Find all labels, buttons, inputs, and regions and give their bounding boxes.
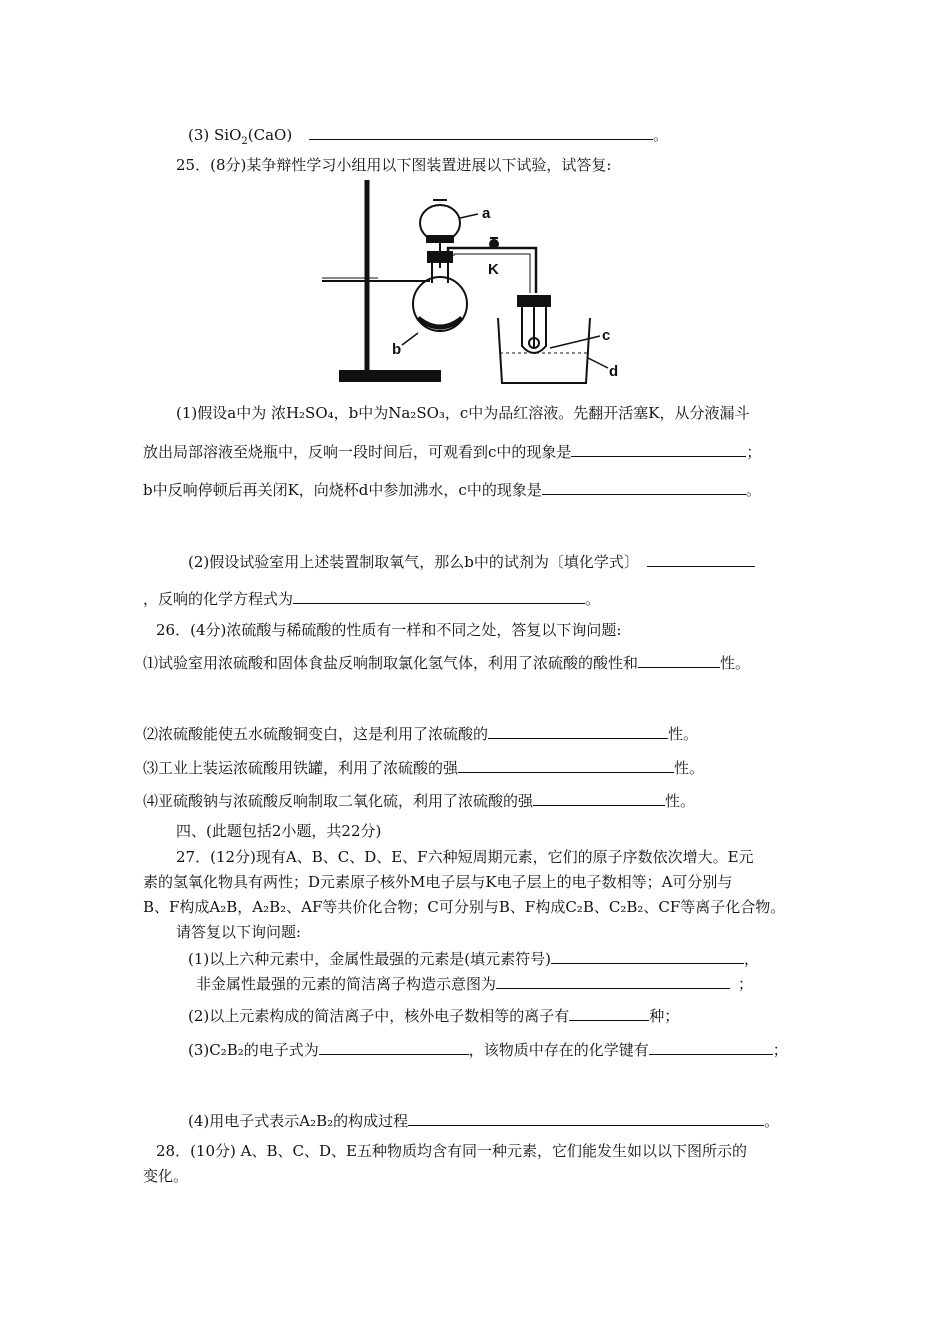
q25-p2-line1: (2)假设试验室用上述装置制取氧气，那么b中的试剂为〔填化学式〕	[188, 550, 755, 572]
q27-line2: 素的氢氧化物具有两性；D元素原子核外M电子层与K电子层上的电子数相等；A可分别与	[143, 873, 733, 891]
q27-sub3: (3)C₂B₂的电子式为 ，该物质中存在的化学键有 ；	[188, 1038, 788, 1060]
answer-blank[interactable]	[533, 789, 665, 806]
apparatus-figure	[318, 178, 628, 388]
label-a: a	[482, 205, 491, 222]
q27-line1: 27．(12分)现有A、B、C、D、E、F六种短周期元素，它们的原子序数依次增大。E元	[176, 848, 754, 866]
q27-line4: 请答复以下询问题:	[176, 923, 302, 941]
answer-blank[interactable]	[551, 947, 744, 964]
label-b: b	[392, 341, 402, 358]
answer-blank[interactable]	[569, 1004, 649, 1021]
q26-item2: ⑵浓硫酸能使五水硫酸铜变白，这是利用了浓硫酸的 性。	[143, 722, 698, 744]
q25-p1-line3: b中反响停顿后再关闭K，向烧杯d中参加沸水，c中的现象是 。	[143, 478, 761, 500]
q25-p2-line2: ，反响的化学方程式为 。	[143, 587, 600, 609]
q27-line3: B、F构成A₂B，A₂B₂、AF等共价化合物；C可分别与B、F构成C₂B、C₂B₂、CF等离子化合物。	[143, 898, 786, 916]
answer-blank[interactable]	[293, 587, 585, 604]
q27-sub2: (2)以上元素构成的简洁离子中，核外电子数相等的离子有 种；	[188, 1004, 679, 1026]
section-4-heading: 四、(此题包括2小题，共22分)	[176, 822, 382, 840]
answer-blank[interactable]	[496, 972, 730, 989]
q26-header: 26．(4分)浓硫酸与稀硫酸的性质有一样和不同之处，答复以下询问题:	[156, 621, 622, 639]
answer-blank[interactable]	[638, 651, 720, 668]
q27-sub4: (4)用电子式表示A₂B₂的构成过程 。	[188, 1109, 779, 1131]
answer-blank[interactable]	[309, 123, 653, 140]
q26-item4: ⑷亚硫酸钠与浓硫酸反响制取二氧化硫，利用了浓硫酸的强 性。	[143, 789, 695, 811]
answer-blank[interactable]	[458, 756, 674, 773]
q26-item1: ⑴试验室用浓硫酸和固体食盐反响制取氯化氢气体，利用了浓硫酸的酸性和 性。	[143, 651, 750, 673]
q27-sub1b: 非金属性最强的元素的简洁离子构造示意图为 ；	[196, 972, 753, 994]
label-c: c	[602, 327, 611, 344]
stand-base	[340, 371, 440, 381]
q24-item3: (3) SiO$_2$(CaO) 。	[188, 123, 668, 145]
answer-blank[interactable]	[488, 722, 668, 739]
q25-p1-line2: 放出局部溶液至烧瓶中，反响一段时间后，可观看到c中的现象是 ；	[143, 440, 761, 462]
q25-header: 25．(8分)某争辩性学习小组用以下图装置进展以下试验，试答复:	[176, 156, 612, 174]
answer-blank[interactable]	[571, 440, 746, 457]
q25-p1-line1: (1)假设a中为 浓H₂SO₄，b中为Na₂SO₃，c中为品红溶液。先翻开活塞K，从分液漏斗	[176, 404, 750, 422]
q27-sub1a: (1)以上六种元素中，金属性最强的元素是(填元素符号) ，	[188, 947, 759, 969]
answer-blank[interactable]	[649, 1038, 773, 1055]
answer-blank[interactable]	[408, 1109, 764, 1126]
answer-blank[interactable]	[647, 550, 755, 567]
answer-blank[interactable]	[542, 478, 746, 495]
label-d: d	[609, 363, 619, 380]
label-k: K	[488, 261, 499, 278]
q28-line2: 变化。	[143, 1167, 189, 1185]
answer-blank[interactable]	[319, 1038, 469, 1055]
q26-item3: ⑶工业上装运浓硫酸用铁罐，利用了浓硫酸的强 性。	[143, 756, 704, 778]
beaker-d	[498, 318, 590, 383]
q28-line1: 28．(10分) A、B、C、D、E五种物质均含有同一种元素，它们能发生如以以下图所示的	[156, 1142, 747, 1160]
